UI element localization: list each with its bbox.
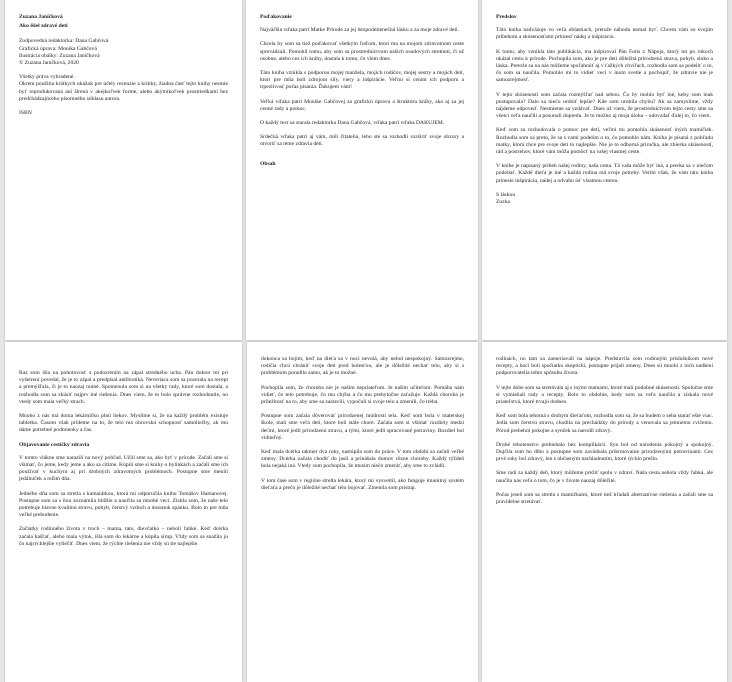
thanks-heading: Poďakovanie bbox=[260, 14, 292, 20]
page-preface bbox=[482, 0, 727, 340]
paragraph: Mnoho z nás má doma lekárničku plnú liekov. Myslíme si, že na každý problém existuje tabletka. Časom však prídeme na to, že telo má obrovskú schopnosť samoliečby, ak mu dáme potrebné podmienky a čas. bbox=[19, 413, 228, 434]
rights-text: Všetky práva vyhradené. bbox=[19, 74, 75, 81]
paragraph: Najväčšia vďaka patrí Matke Prírode za jej bezpodmienečnú lásku a za moje zdravé deti. bbox=[260, 27, 460, 34]
paragraph: Keď som sa rozhodovala o pomoc pre deti, veľmi mi pomohla skúsenosť iných mamičiek. Rozhodla som sa preto, že sa s vami podelím o to, čo pomohlo nám. Kniha je písaná z pohľadu matky, ktorá chce pre svoje deti to najlepšie. Nie je to odborná príručka, ale zbierka skúseností, rád a postrehov, ktoré vám môžu pomôcť na vašej vlastnej ceste. bbox=[496, 127, 713, 156]
paragraph: Počas jeseň som sa stretla s mamičkami, ktoré tiež hľadali alternatívne riešenia a začali sme sa pravidelne stretávať. bbox=[496, 491, 713, 506]
paragraph: Jedného dňa som sa stretla s kamarátkou, ktorá mi odporučila knihu Tomášov Hamanovej. Postupne som sa s ňou zoznámila bližšie a naučila sa mnohé veci. Zistila som, že naše telo potrebuje hlavne kvalitnú stravu, pohyb, čerstvý vzduch a dostatok spánku. Bolo to pre mňa veľké prebudenie. bbox=[19, 490, 228, 519]
isbn-label: ISBN bbox=[19, 110, 32, 117]
paragraph: Raz som išla na pohotovosť s podozrením na zápal stredného ucha. Pán doktor mi pri vyšetrení povedal, že je to zápal a predpísal antibiotiká. Neveriaca som sa pozerala na recept a premýšľala, či je to naozaj nutné. Spomenula som si na všetky rady, ktoré som dostala, a rozhodla som sa skúsiť najprv iné riešenia. Dnes viem, že to bolo správne rozhodnutie, no vtedy som mala veľký strach. bbox=[19, 370, 228, 405]
paragraph: Pochopila som, že choroba nie je našim nepriateľom. Je našim učiteľom. Pomáha nám vidieť, čo telo potrebuje, čo mu chýba a čo mu prebytočne zaťažuje. Každá choroba je príležitosť na to, aby sme sa zastavili, vypočuli si svoje telo a zmenili, čo treba. bbox=[261, 384, 464, 406]
paragraph: rodinách, no tam sa zameriavali na nápoje. Predstavila som rodinným príslušníkom nové recepty, a hoci boli spočiatku skeptickí, postupne prijali zmeny. Dnes sú mnohí z nich nadšení podporovatelia tohto spôsobu života. bbox=[496, 356, 713, 377]
book-author: Zuzana Janíčková bbox=[19, 14, 63, 20]
signature-line: Zuzka bbox=[496, 199, 510, 206]
page-body-3 bbox=[482, 342, 727, 682]
credit-line: © Zuzana Janíčková, 2020 bbox=[19, 60, 79, 67]
rights-notice: Okrem použitia krátkych ukážok pre účely recenzie a kritiky, žiadna časť tejto knihy nesmie byť reprodukovaná ani šírená v akejkoľvek forme, alebo akýmikoľvek prostriedkami bez predchádzajúceho písomného súhlasu autora. bbox=[19, 81, 228, 102]
credit-line: Zodpovedná redaktorka: Dana Gabčová bbox=[19, 38, 109, 45]
paragraph: O každý text sa starala redaktorka Dana Gabčová, vďaka patrí vďaka DAKUJEM. bbox=[260, 120, 445, 127]
paragraph: V knihe je napísaný príbeh našej rodiny, naša cesta. Tá vaša môže byť iná, a predsa sa v niečom podobať. Každé dieťa je iné a každá rodina má svoje potreby. Verím však, že vám táto kniha prinesie inšpiráciu, nádej a odvahu ísť vlastnou cestou. bbox=[496, 163, 713, 184]
paragraph: V tejto dobe som sa stretávala aj s inými mamami, ktoré mali podobné skúsenosti. Spoločne sme si vymieňali rady a recepty. Bolo to obdobie, kedy som sa veľa naučila a získala nové priateľstvá, ktoré trvajú dodnes. bbox=[496, 384, 713, 406]
paragraph: Druhé tehotenstvo prebiehalo bez komplikácií. Syn bol od narodenia pokojný a spokojný. Dojčila som ho dlho a postupne som zavádzala prikrmovanie prirodzenými potravinami. Cez prvé roky bol zdravý, len s občasným nachladnutím, ktoré rýchlo prešlo. bbox=[496, 441, 713, 463]
signature-line: S láskou bbox=[496, 191, 516, 198]
paragraph: Postupne som začala dôverovať prirodzenej múdrosti tela. Keď som bola v materskej škole, mali sme veľa detí, ktoré boli stále choré. Začala som si všímať rozdiely medzi deťmi, ktoré jedli prirodzenú stravu, a tými, ktoré jedli spracované potraviny. Rozdiel bol viditeľný. bbox=[261, 413, 464, 441]
contents-heading: Obsah bbox=[260, 160, 276, 167]
preface-heading: Predslov bbox=[496, 14, 517, 20]
page-imprint bbox=[5, 0, 242, 340]
paragraph: Keď mala dcérka takmer dva roky, nastúpila som do práce. V tom období sa začali veľké zmeny. Dcérka začala chodiť do jaslí a prinášala domov rôzne choroby. Každý týždeň bola nejaká iná. Vtedy som pochopila, že musím niečo zmeniť, aby sme to zvládli. bbox=[261, 449, 464, 470]
credit-line: Ilustrácia obálky: Zuzana Janíčková bbox=[19, 52, 100, 59]
paragraph: Táto kniha vznikla s podporou mojej manžela, mojich rodičov, mojej sestry a mojich detí, ktorí pre mňa boli zdrojom sily, viery a inšpirácie. Veľmi si cením ich podporu a trpezlivosť počas písania. Ďakujem vám! bbox=[260, 70, 464, 91]
paragraph: Začiatky rodinného života v troch – mama, tato, dievčatko – neboli ľahké. Keď dcérka začala kašľať, alebo mala výtok, išla som do lekárne a kúpila sirup. Vždy som sa snažila ju čo najrýchlejšie vyliečiť. Dnes viem, že rýchle riešenia nie vždy sú tie najlepšie. bbox=[19, 526, 228, 547]
book-title: Ako išiel zdravé deti bbox=[19, 23, 68, 30]
paragraph: Keď som bola tehotná s druhým dieťaťom, rozhodla som sa, že sa budem o seba starať ešte viac. Jedla som čerstvú stravu, chodila na prechádzky do prírody a venovala sa jemnému cvičeniu. Pôrod prebehol pokojne a synček sa narodil zdravý. bbox=[496, 413, 713, 434]
credit-line: Grafická úprava: Monika Gabčová bbox=[19, 45, 97, 52]
page-body-2 bbox=[247, 342, 478, 682]
page-thanks bbox=[246, 0, 478, 340]
page-body-1 bbox=[5, 342, 242, 682]
paragraph: V tom čase som v regióne stretla lekára, ktorý mi vysvetlil, ako funguje imunitný systém dieťaťa a prečo je dôležité nechať telo bojovať. Zmenila som prístup. bbox=[261, 477, 464, 491]
credits-block bbox=[19, 38, 228, 67]
paragraph: dokonca sa bojím, keď na dieťa sa v noci nevolá, aby nebol nespokojný. Samozrejme, rodičia chcú chrániť svoje deti pred bolesťou, ale je dôležité nechať telo, aby si s problémom poradilo samo, ak je to možné. bbox=[261, 356, 464, 377]
paragraph: Táto kniha nadväzuje vo veľa oblastiach, pretože náhodu nemal byť. Chcem vám so svojím príbehom a skúsenosťami priniesť nádej a inšpiráciu. bbox=[496, 27, 713, 41]
paragraph: Sme radi za každý deň, ktorý môžeme prežiť spolu v zdraví. Naša cesta nebola vždy ľahká, ale naučila nás veľa o tom, čo je v živote naozaj dôležité. bbox=[496, 470, 713, 484]
paragraph: V tomto vlákne sme narazili na nový pohľad. Učili sme sa, ako byť v prírode. Začali sme si všímať, čo jeme, kedy jeme a ako sa cítime. Kúpili sme si knihy o bylinkách a začali sme ich používať v kuchyni aj pri drobných zdravotných problémoch. Postupne sme menili jedálniček a režim dňa. bbox=[19, 454, 228, 483]
paragraph: K tomu, aby vznikla táto publikácia, ma inšpiroval Pán Fotis z Nápoja, ktorý mi po rokoch ukázal cestu k prírode. Pochopila som, ako je pre deti dôležitá prirodzená strava, pohyb, slnko a láska. Pretože sa na nás môžeme spoľahnúť aj v ťažkých chvíľach, rozhodla som sa podeliť o to, čo som sa naučila. Pomohlo mi to vidieť veci v inom svetle a pochopiť, že zdravie nie je samozrejmosť. bbox=[496, 48, 713, 84]
section-heading: Objavovanie cestičky zdravia bbox=[19, 441, 90, 448]
paragraph: V tejto skúsenosti som začala rozmýšľať nad sebou. Čo by mohlo byť iné, keby som inak postupovala? Dalo sa niečo urobiť lepšie? Kde som urobila chybu? Ak sa zamyslíme, vždy nájdeme odpoveď. Nesmieme sa vzdávať. Dnes už viem, že prostredníctvom tejto cesty sme sa všetci veľa naučili a posunuli dopredu. Je to možno aj moja úloha – odovzdať ďalej to, čo viem. bbox=[496, 91, 713, 120]
paragraph: Veľká vďaka patrí Monike Gabčovej za grafickú úpravu a štruktúru knihy, ako aj za jej cenné rady a pomoc. bbox=[260, 98, 464, 112]
paragraph: Srdečná vďaka patrí aj vám, milí čitatelia, lebo ste sa rozhodli rozšíriť svoje obzory a otvoriť sa téme zdravia detí. bbox=[260, 134, 464, 148]
paragraph: Chcela by som sa tiež poďakovať všetkým ľuďom, ktorí ma na mojom zdravotnom ceste sprevádzali. Pomohli tomu, aby som sa prostredníctvom našich osudových stretnutí, či už osobne, alebo cez ich knihy, dostala k tomu, čo viem dnes. bbox=[260, 41, 464, 62]
